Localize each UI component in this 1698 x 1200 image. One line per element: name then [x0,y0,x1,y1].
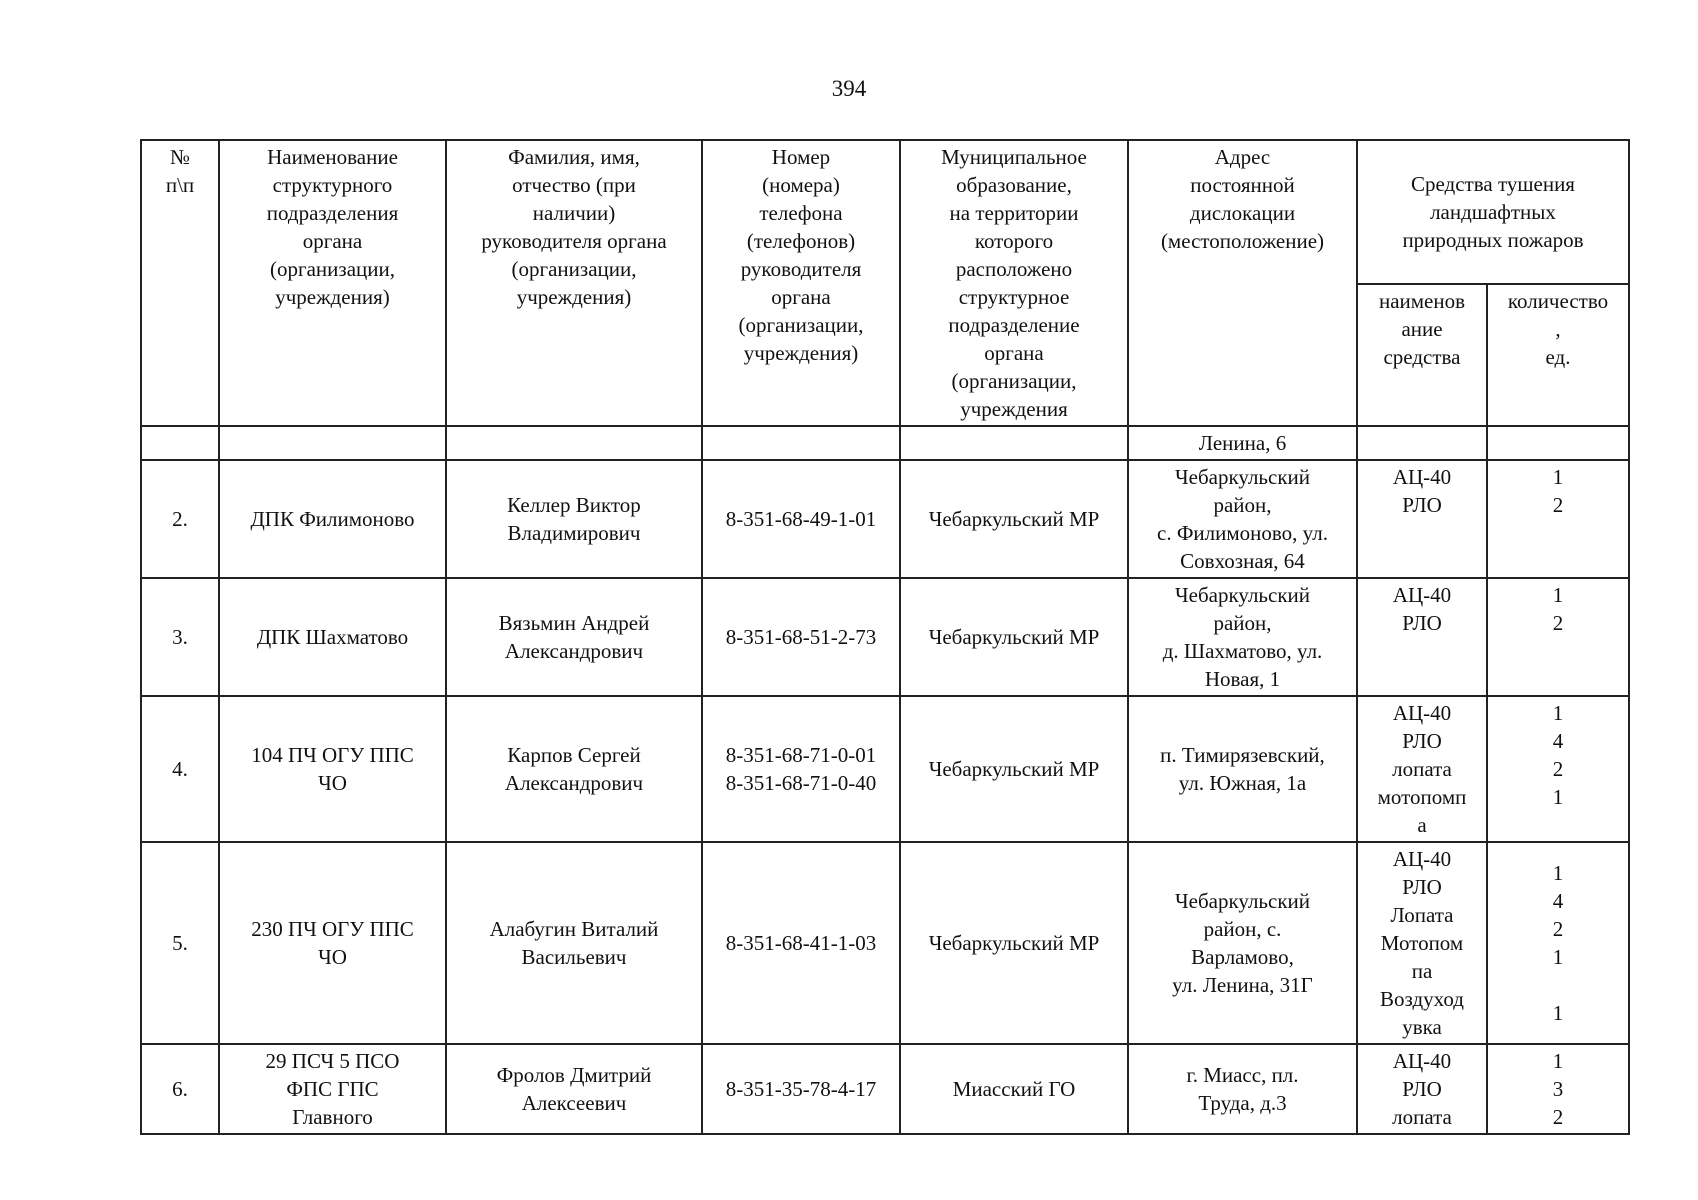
cell-qty: 1 4 2 1 1 [1487,842,1629,1044]
cell-num [141,426,219,460]
cell-phone: 8-351-68-49-1-01 [702,460,900,578]
cell-head [446,426,702,460]
cell-means: АЦ-40 РЛО [1357,578,1487,696]
cell-qty: 1 2 [1487,460,1629,578]
table-row [141,842,1629,1044]
table-row [141,1044,1629,1134]
table-row [141,696,1629,842]
header-means-name: наименов ание средства [1357,284,1487,426]
cell-address: г. Миасс, пл. Труда, д.3 [1128,1044,1357,1134]
fire-units-table [140,139,1630,1135]
cell-num: 5. [141,842,219,1044]
cell-qty [1487,426,1629,460]
cell-unit [219,426,446,460]
header-municipality: Муниципальное образование, на территории которого расположено структурное подразделение органа (организации, учреждения [900,140,1128,426]
header-phone: Номер (номера) телефона (телефонов) руководителя органа (организации, учреждения) [702,140,900,426]
cell-address: Чебаркульский район, с. Филимоново, ул. Совхозная, 64 [1128,460,1357,578]
cell-phone: 8-351-35-78-4-17 [702,1044,900,1134]
cell-address: Ленина, 6 [1128,426,1357,460]
cell-phone: 8-351-68-51-2-73 [702,578,900,696]
cell-means: АЦ-40 РЛО [1357,460,1487,578]
cell-head: Карпов Сергей Александрович [446,696,702,842]
cell-means [1357,426,1487,460]
cell-address: Чебаркульский район, д. Шахматово, ул. Новая, 1 [1128,578,1357,696]
cell-head: Вязьмин Андрей Александрович [446,578,702,696]
cell-num: 3. [141,578,219,696]
cell-phone: 8-351-68-71-0-01 8-351-68-71-0-40 [702,696,900,842]
table-header [141,140,1629,426]
cell-phone: 8-351-68-41-1-03 [702,842,900,1044]
cell-address: Чебаркульский район, с. Варламово, ул. Ленина, 31Г [1128,842,1357,1044]
cell-unit: ДПК Шахматово [219,578,446,696]
cell-qty: 1 2 [1487,578,1629,696]
header-unit-name: Наименование структурного подразделения органа (организации, учреждения) [219,140,446,426]
cell-unit: 104 ПЧ ОГУ ППС ЧО [219,696,446,842]
cell-municipality: Чебаркульский МР [900,696,1128,842]
cell-municipality: Чебаркульский МР [900,842,1128,1044]
cell-head: Келлер Виктор Владимирович [446,460,702,578]
cell-address: п. Тимирязевский, ул. Южная, 1а [1128,696,1357,842]
cell-means: АЦ-40 РЛО лопата [1357,1044,1487,1134]
cell-num: 6. [141,1044,219,1134]
cell-unit: ДПК Филимоново [219,460,446,578]
cell-num: 4. [141,696,219,842]
cell-num: 2. [141,460,219,578]
table-row [141,578,1629,696]
cell-qty: 1 4 2 1 [1487,696,1629,842]
table-row [141,460,1629,578]
header-num: № п\п [141,140,219,426]
cell-unit: 230 ПЧ ОГУ ППС ЧО [219,842,446,1044]
header-means-qty: количество , ед. [1487,284,1629,426]
cell-qty: 1 3 2 [1487,1044,1629,1134]
cell-head: Фролов Дмитрий Алексеевич [446,1044,702,1134]
cell-municipality: Миасский ГО [900,1044,1128,1134]
header-address: Адрес постоянной дислокации (местоположение) [1128,140,1357,426]
cell-phone [702,426,900,460]
cell-municipality: Чебаркульский МР [900,460,1128,578]
cell-head: Алабугин Виталий Васильевич [446,842,702,1044]
cell-unit: 29 ПСЧ 5 ПСО ФПС ГПС Главного [219,1044,446,1134]
header-means-group: Средства тушения ландшафтных природных пожаров [1357,140,1629,284]
cell-means: АЦ-40 РЛО лопата мотопомп а [1357,696,1487,842]
continuation-row [141,426,1629,460]
cell-municipality [900,426,1128,460]
cell-means: АЦ-40 РЛО Лопата Мотопом па Воздуход увка [1357,842,1487,1044]
header-head-name: Фамилия, имя, отчество (при наличии) руководителя органа (организации, учреждения) [446,140,702,426]
page-number: 394 [831,76,867,101]
cell-municipality: Чебаркульский МР [900,578,1128,696]
